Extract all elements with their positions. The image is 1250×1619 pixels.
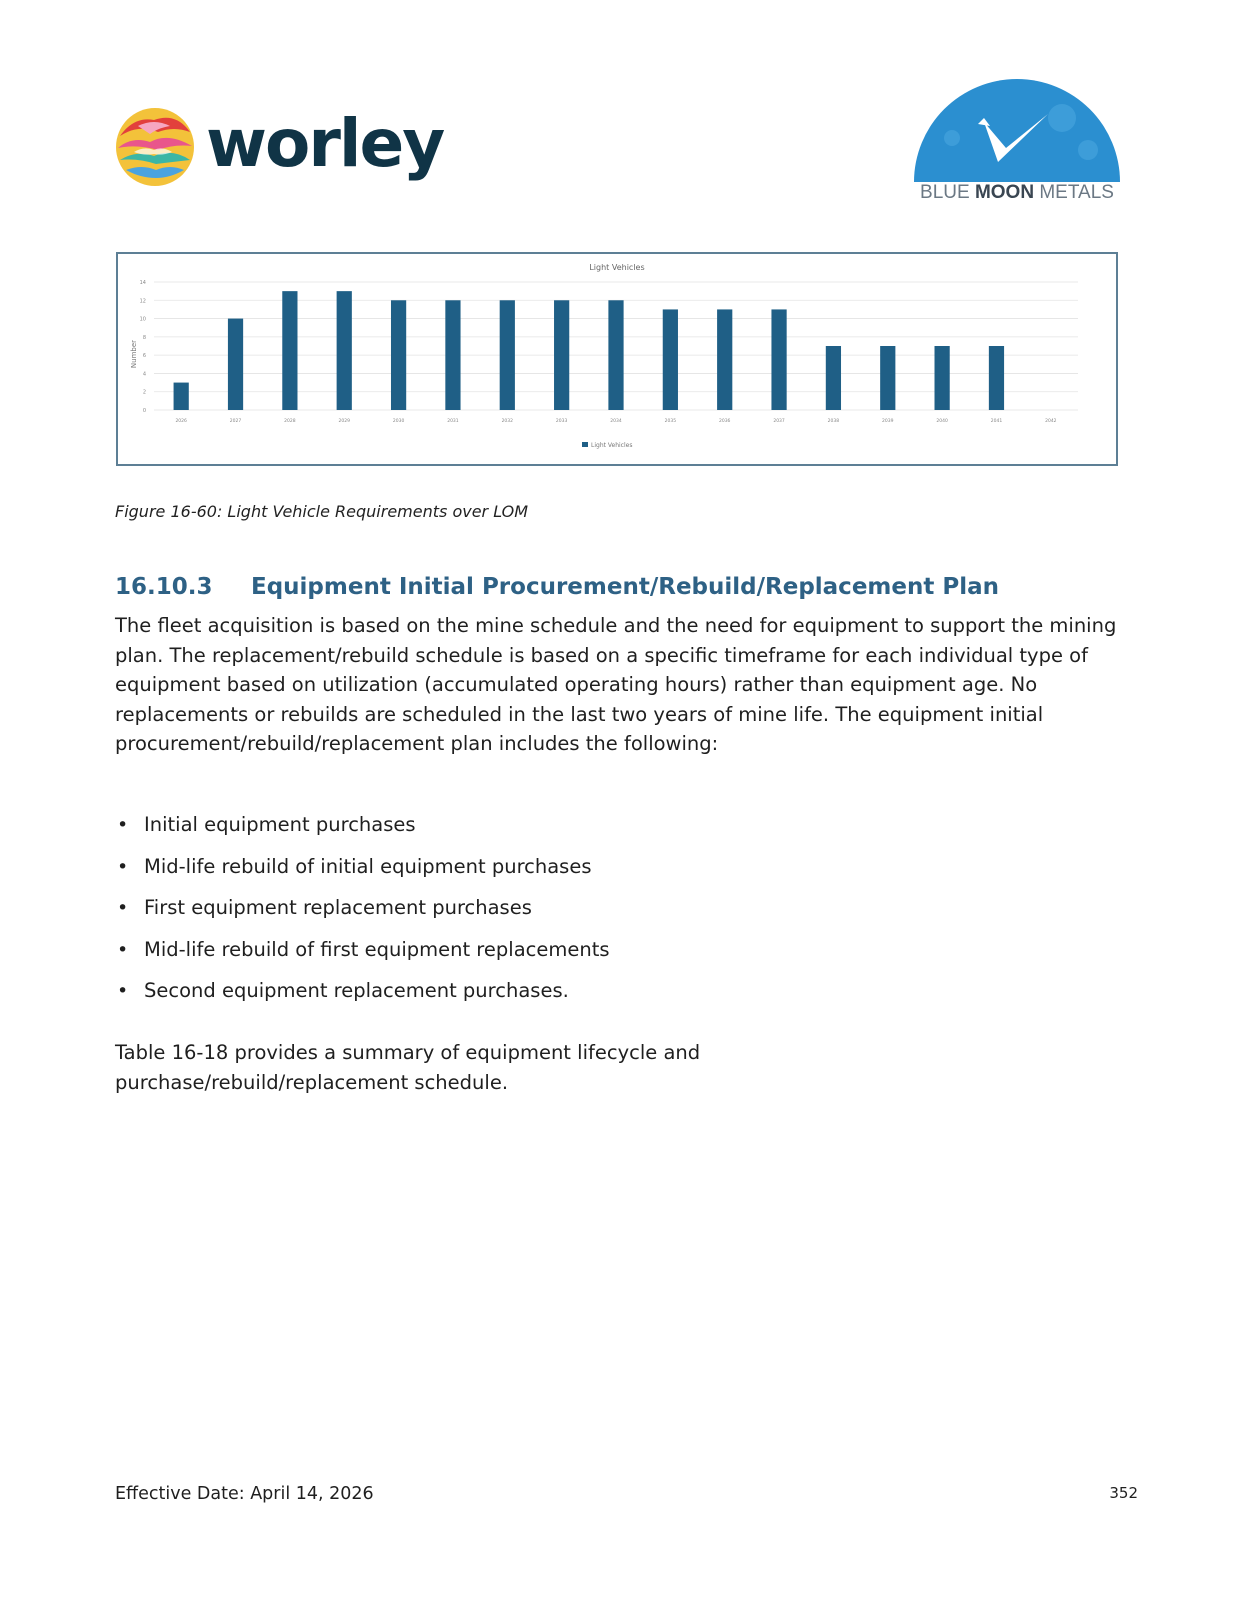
bullet-icon: •	[117, 814, 129, 836]
bar-2033	[554, 300, 569, 410]
x-tick-label: 2028	[284, 419, 296, 424]
legend-label: Light Vehicles	[591, 442, 633, 449]
list-item-text: Mid-life rebuild of initial equipment purchases	[144, 854, 592, 878]
light-vehicles-chart	[116, 252, 1118, 466]
bar-2035	[663, 309, 678, 410]
logo-word-blue: BLUE	[920, 182, 970, 203]
bar-2040	[935, 346, 950, 410]
x-tick-label: 2034	[610, 419, 622, 424]
bar-2026	[174, 383, 189, 410]
x-tick-label: 2040	[936, 419, 948, 424]
bar-2028	[282, 291, 297, 410]
logo-word-moon: MOON	[974, 182, 1035, 203]
x-tick-label: 2026	[175, 419, 187, 424]
section-heading	[115, 574, 999, 600]
bullet-icon: •	[117, 938, 129, 961]
x-tick-label: 2037	[773, 419, 785, 424]
list-item-text: Initial equipment purchases	[144, 813, 416, 836]
worley-swirl-icon	[114, 106, 196, 188]
bar-2037	[771, 309, 786, 410]
y-tick-label: 6	[142, 353, 146, 360]
x-tick-label: 2031	[447, 419, 459, 424]
bullet-icon: •	[117, 897, 129, 919]
x-tick-label: 2029	[338, 419, 350, 424]
y-tick-label: 2	[142, 389, 146, 396]
list-item	[115, 812, 610, 854]
list-item	[115, 978, 610, 1020]
bar-2036	[717, 309, 732, 410]
x-tick-label: 2042	[1045, 419, 1057, 424]
chart-y-axis-label: Number	[130, 339, 138, 369]
list-item-text: Second equipment replacement purchases.	[144, 979, 569, 1002]
chart-title: Light Vehicles	[589, 263, 645, 272]
bar-2031	[445, 300, 460, 410]
list-item	[115, 937, 610, 979]
y-tick-label: 14	[139, 280, 146, 286]
section-number: 16.10.3	[115, 574, 213, 600]
y-tick-label: 4	[142, 371, 146, 378]
y-tick-label: 10	[139, 316, 146, 323]
y-tick-label: 8	[142, 334, 146, 341]
worley-logo	[114, 106, 454, 188]
section-title: Equipment Initial Procurement/Rebuild/Replacement Plan	[251, 574, 999, 600]
list-item-text: Mid-life rebuild of first equipment replacements	[144, 937, 610, 961]
bar-2032	[500, 300, 515, 410]
list-item-text: First equipment replacement purchases	[144, 896, 532, 919]
x-tick-label: 2032	[501, 419, 514, 424]
bullet-icon: •	[117, 980, 129, 1002]
bar-2027	[228, 319, 243, 410]
y-tick-label: 12	[139, 298, 146, 305]
bar-2041	[989, 346, 1004, 410]
x-tick-label: 2038	[827, 419, 840, 424]
list-item	[115, 895, 610, 937]
x-tick-label: 2035	[664, 419, 677, 424]
moon-icon	[912, 78, 1122, 182]
closing-paragraph: Table 16-18 provides a summary of equipment lifecycle and purchase/rebuild/replacement schedule.	[115, 1041, 701, 1094]
blue-moon-metals-logo	[912, 78, 1122, 204]
bar-2039	[880, 346, 895, 410]
blue-moon-metals-wordmark	[912, 182, 1122, 204]
logo-word-metals: METALS	[1039, 182, 1114, 203]
bar-2038	[826, 346, 841, 410]
y-tick-label: 0	[142, 408, 146, 414]
x-tick-label: 2036	[718, 419, 731, 424]
legend-swatch	[582, 442, 588, 447]
bar-2034	[608, 300, 623, 410]
footer-page-number: 352	[1109, 1484, 1138, 1502]
list-item	[115, 854, 610, 896]
x-tick-label: 2027	[229, 419, 242, 424]
x-tick-label: 2039	[882, 419, 894, 424]
bullet-icon: •	[117, 855, 129, 878]
footer-effective-date: Effective Date: April 14, 2026	[115, 1484, 374, 1504]
x-tick-label: 2041	[990, 419, 1003, 424]
worley-wordmark: worley	[206, 105, 444, 182]
x-tick-label: 2033	[555, 419, 568, 424]
figure-caption: Figure 16-60: Light Vehicle Requirements over LOM	[115, 502, 529, 521]
bar-2030	[391, 300, 406, 410]
body-paragraph: The fleet acquisition is based on the mine schedule and the need for equipment to support the mining plan. The replacement/rebuild schedule is based on a specific timeframe for each individual type of equipment based on utilization (accumulated operating hours) rather than equipment age. No replacements or rebuilds are scheduled in the last two years of mine life. The equipment initial procurement/rebuild/replacement plan includes the following:	[115, 614, 1117, 756]
bar-2029	[337, 291, 352, 410]
x-tick-label: 2030	[392, 419, 405, 424]
chart-canvas	[118, 254, 1116, 464]
bullet-list	[115, 812, 610, 1020]
